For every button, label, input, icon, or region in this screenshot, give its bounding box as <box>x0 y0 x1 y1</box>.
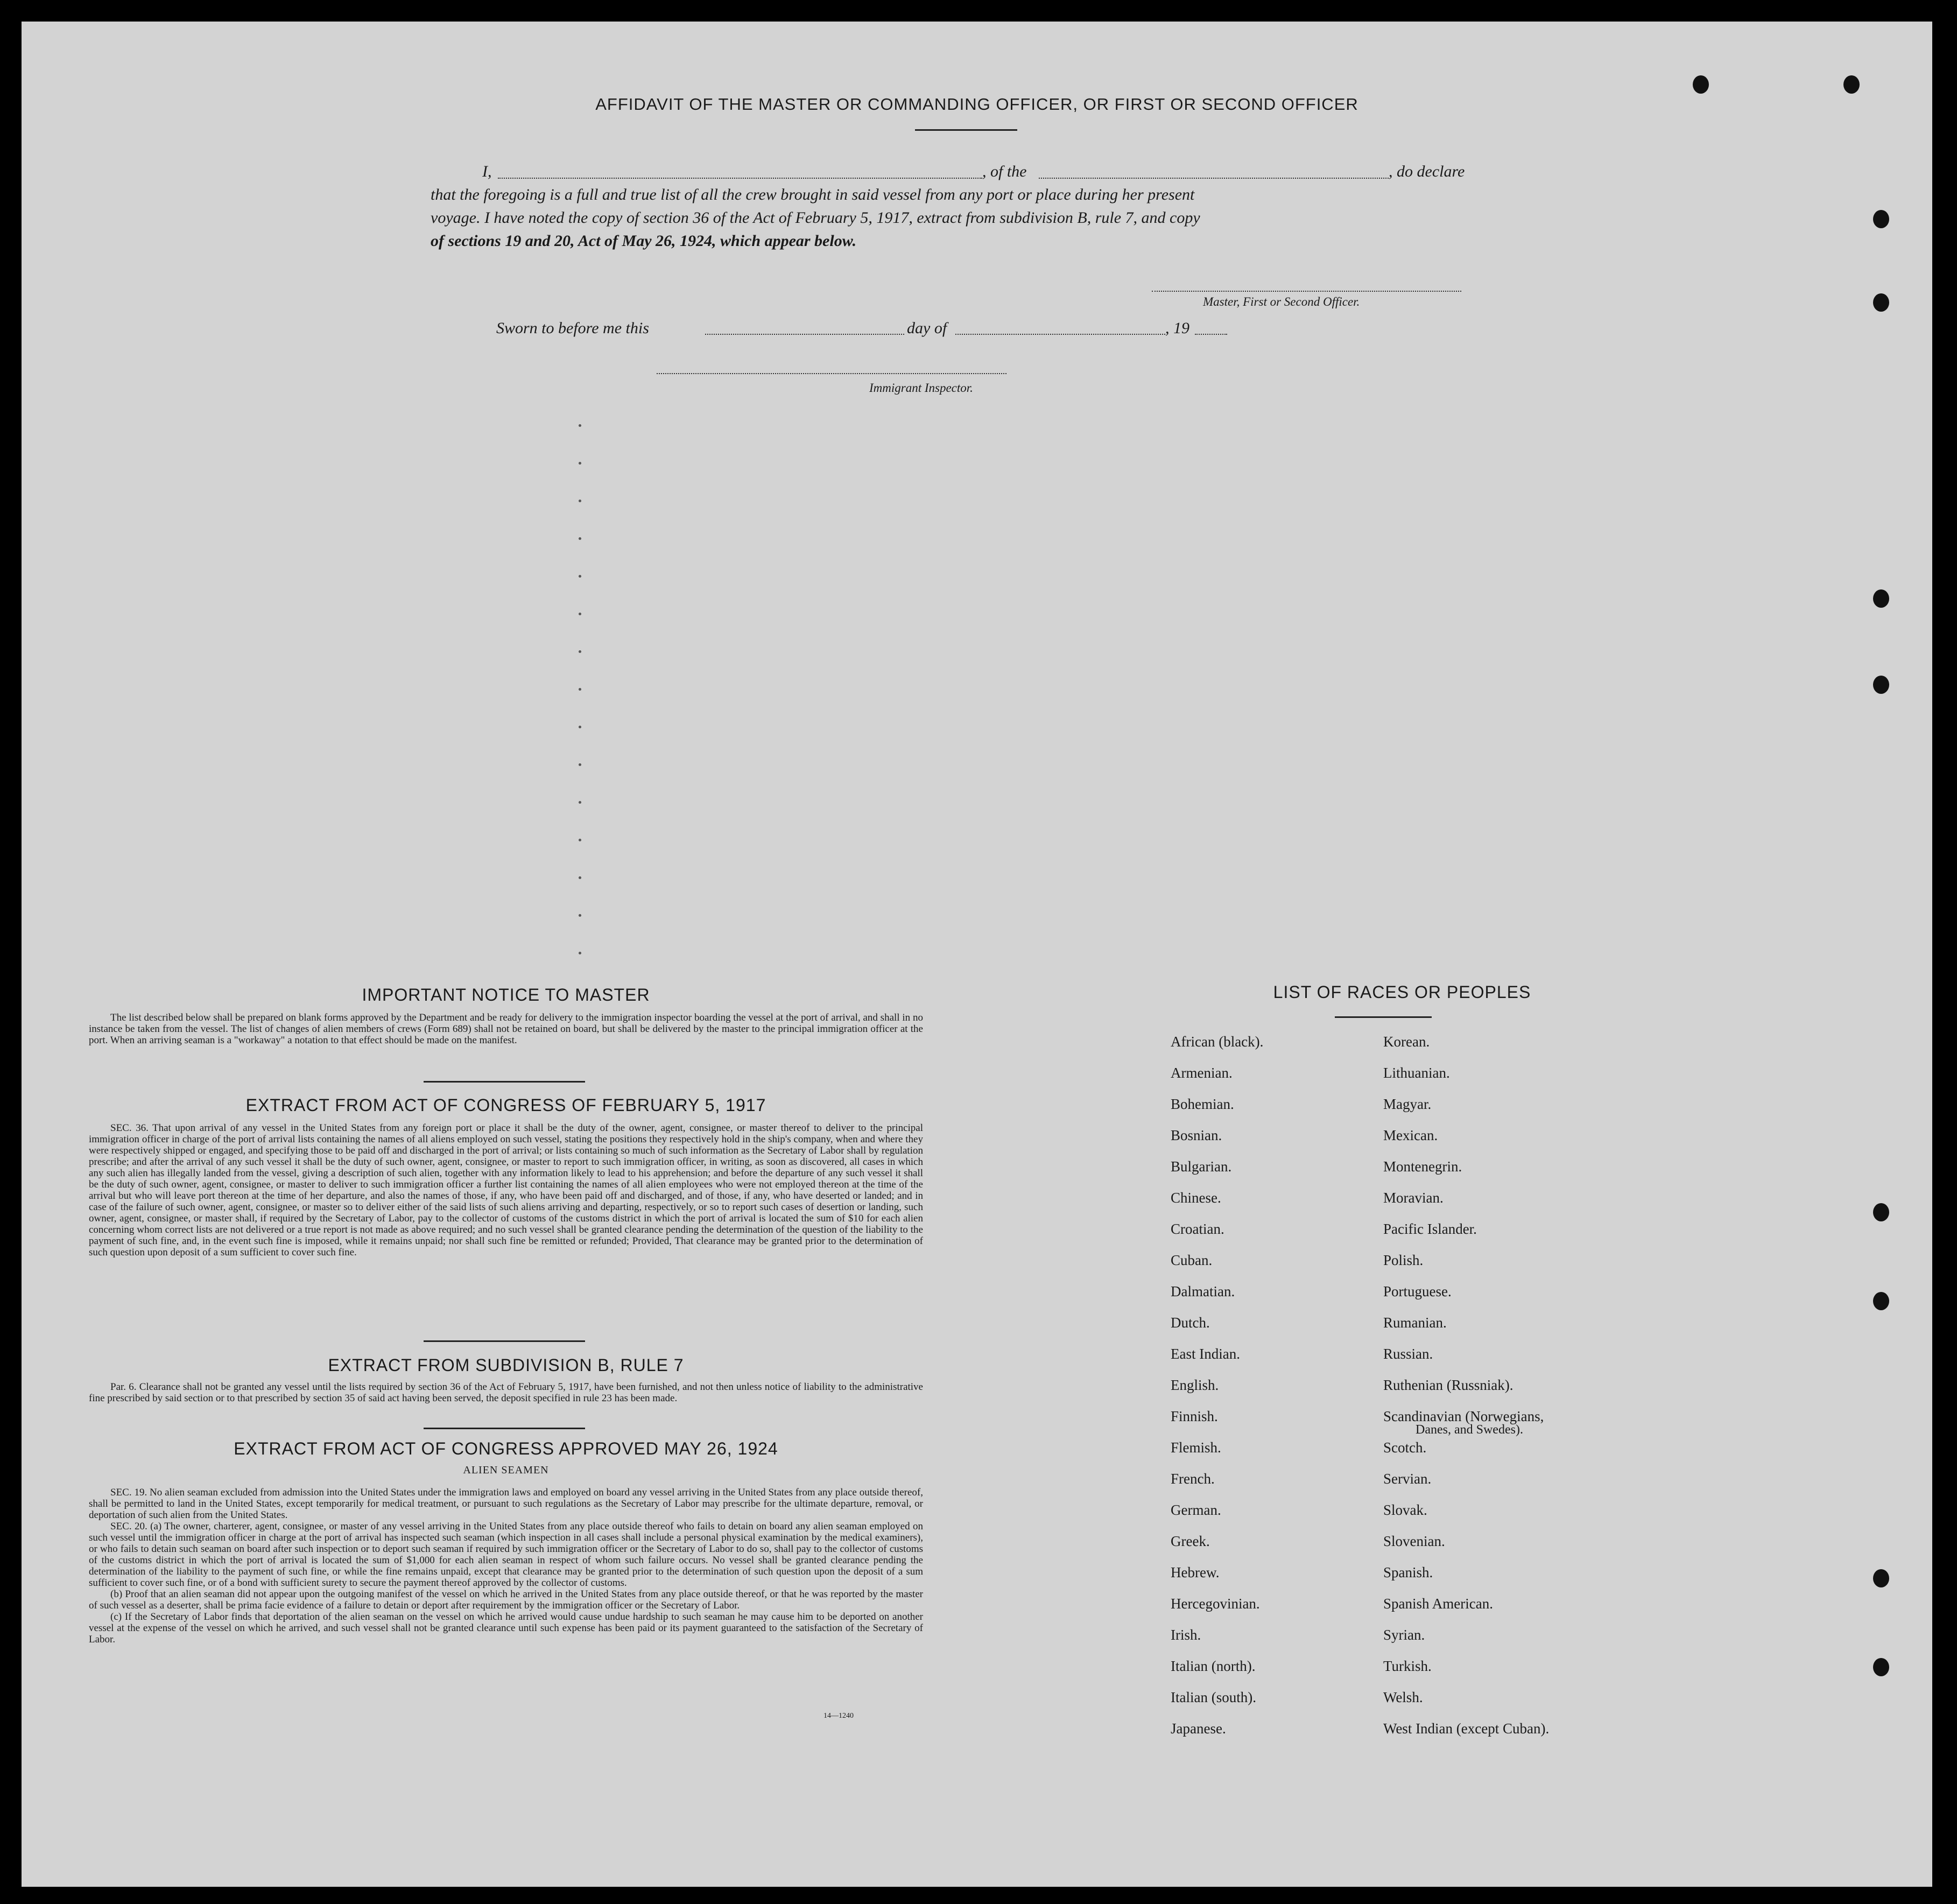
column-dot <box>579 876 581 879</box>
sworn-month-blank[interactable] <box>955 334 1165 335</box>
column-dot <box>579 650 581 653</box>
column-dot <box>579 726 581 728</box>
race-item: Russian. <box>1383 1346 1433 1362</box>
notice-text: The list described below shall be prepared on blank forms approved by the Department and be ready for delivery to the immigration inspector boarding the vessel at the port of arrival, and shall in no instance be taken from the vessel. The list of changes of alien members of crews (Form 689) shall not be retained on board, but shall be delivered by the master to the principal immigration officer at the port. When an arriving seaman is a "workaway" a notation to that effect should be made on the manifest. <box>89 1012 923 1046</box>
punch-hole <box>1873 1569 1889 1587</box>
race-item: Italian (south). <box>1171 1689 1256 1705</box>
races-divider <box>1335 1016 1432 1018</box>
race-item: African (black). <box>1171 1034 1264 1050</box>
sec-20b-text: (b) Proof that an alien seaman did not appear upon the outgoing manifest of the vessel on which he arrived in the United States from any place outside thereof, or that he was reported by the master of such vessel as a deserter, shall be prima facie evidence of a failure to detain or deport after requirement by the immigration officer or the Secretary of Labor. <box>89 1589 923 1611</box>
vessel-blank[interactable] <box>1039 178 1389 179</box>
race-item: Korean. <box>1383 1034 1430 1050</box>
race-item: Bosnian. <box>1171 1127 1222 1143</box>
race-item: Magyar. <box>1383 1096 1432 1112</box>
race-item: Pacific Islander. <box>1383 1221 1477 1237</box>
column-dot <box>579 688 581 691</box>
race-item: Irish. <box>1171 1627 1201 1643</box>
column-dot <box>579 914 581 917</box>
name-blank[interactable] <box>498 178 982 179</box>
extract-1924-subtitle: ALIEN SEAMEN <box>463 1464 549 1476</box>
extract-1924-title: EXTRACT FROM ACT OF CONGRESS APPROVED MAY 26, 1924 <box>234 1439 778 1458</box>
sworn-year-prefix: , 19 <box>1165 319 1189 337</box>
race-item: Portuguese. <box>1383 1283 1452 1299</box>
column-dot <box>579 763 581 766</box>
race-item: Lithuanian. <box>1383 1065 1450 1081</box>
race-item: Italian (north). <box>1171 1658 1256 1674</box>
section-divider <box>424 1428 585 1429</box>
column-dot <box>579 575 581 578</box>
race-item: Cuban. <box>1171 1252 1213 1268</box>
race-item: Ruthenian (Russniak). <box>1383 1377 1513 1393</box>
extract-1917-title: EXTRACT FROM ACT OF CONGRESS OF FEBRUARY 5, 1917 <box>245 1095 766 1115</box>
notice-title: IMPORTANT NOTICE TO MASTER <box>362 985 650 1004</box>
master-signature-line[interactable] <box>1152 291 1461 292</box>
column-dot <box>579 500 581 502</box>
sworn-day-blank[interactable] <box>705 334 904 335</box>
section-divider <box>424 1340 585 1342</box>
form-number: 14—1240 <box>823 1712 854 1720</box>
race-item: German. <box>1171 1502 1221 1518</box>
race-item: Polish. <box>1383 1252 1424 1268</box>
punch-hole <box>1873 1292 1889 1310</box>
affidavit-i: I, <box>482 163 492 180</box>
race-item: Japanese. <box>1171 1720 1226 1737</box>
race-item: Hebrew. <box>1171 1564 1220 1580</box>
race-item: Flemish. <box>1171 1439 1221 1456</box>
sec-20a-text: SEC. 20. (a) The owner, charterer, agent, consignee, or master of any vessel arriving in the United States from any place outside thereof who fails to detain on board any alien seaman employed on such vessel until the immigration officer in charge at the port of arrival has inspected such seaman (which inspection in all cases shall include a personal physical examination by the medical examiners), or who fails to detain such seaman on board after such inspection or to deport such seaman if required by such immigration officer or the Secretary of Labor to do so, shall pay to the collector of customs of the customs district in which the port of arrival is located the sum of $1,000 for each alien seaman in respect of whom such failure occurs. No vessel shall be granted clearance pending the determination of the liability to the payment of such fine, or while the fine remains unpaid, except that clearance may be granted prior to the determination of such question upon the deposit of a sum sufficient to cover such fine, or of a bond with sufficient surety to secure the payment thereof approved by the collector of customs. <box>89 1521 923 1589</box>
race-item: Rumanian. <box>1383 1315 1447 1331</box>
affidavit-do-declare: , do declare <box>1389 163 1465 180</box>
punch-hole <box>1873 589 1889 608</box>
column-dot <box>579 839 581 841</box>
affidavit-title: AFFIDAVIT OF THE MASTER OR COMMANDING OFFICER, OR FIRST OR SECOND OFFICER <box>595 95 1358 114</box>
race-item: Dalmatian. <box>1171 1283 1235 1299</box>
punch-hole <box>1843 75 1860 94</box>
extract-rule7-title: EXTRACT FROM SUBDIVISION B, RULE 7 <box>328 1355 684 1375</box>
punch-hole <box>1873 1203 1889 1221</box>
title-divider <box>915 129 1017 131</box>
race-item: Mexican. <box>1383 1127 1438 1143</box>
race-item: Bulgarian. <box>1171 1158 1232 1175</box>
race-item: Chinese. <box>1171 1190 1221 1206</box>
race-item: Turkish. <box>1383 1658 1432 1674</box>
race-item: Syrian. <box>1383 1627 1425 1643</box>
master-signature-label: Master, First or Second Officer. <box>1203 295 1360 308</box>
race-item: Spanish. <box>1383 1564 1433 1580</box>
race-item: Slovenian. <box>1383 1533 1445 1549</box>
race-item: Bohemian. <box>1171 1096 1234 1112</box>
race-item: Armenian. <box>1171 1065 1233 1081</box>
extract-1924-body <box>89 1487 923 1645</box>
race-item: Scandinavian (Norwegians, <box>1383 1408 1544 1424</box>
punch-hole <box>1693 75 1709 94</box>
section-divider <box>424 1081 585 1083</box>
punch-hole <box>1873 210 1889 228</box>
punch-hole <box>1873 1658 1889 1676</box>
affidavit-line-3: voyage. I have noted the copy of section 36 of the Act of February 5, 1917, extract from subdivision B, rule 7, and copy <box>431 209 1200 227</box>
race-item: Montenegrin. <box>1383 1158 1462 1175</box>
inspector-label: Immigrant Inspector. <box>869 381 973 395</box>
extract-1917-text: SEC. 36. That upon arrival of any vessel in the United States from any foreign port or place it shall be the duty of the owner, agent, consignee, or master thereof to deliver to the principal immigration officer in charge of the port of arrival lists containing the names of all aliens employed on such vessel, stating the positions they respectively hold in the ship's company, when and where they were respectively shipped or engaged, and specifying those to be paid off and discharged in the port of arrival; or lists containing so much of such information as the Secretary of Labor shall by regulation prescribe; and after the arrival of any such vessel it shall be the duty of such owner, agent, consignee, or master to report to such immigration officer, in writing, as soon as discovered, all cases in which any such alien has illegally landed from the vessel, giving a description of such alien, together with any information likely to lead to his apprehension; and before the departure of any such vessel it shall be the duty of such owner, agent, consignee, or master to deliver to such immigration officer a further list containing the names of all alien employees who were not employed thereon at the time of the arrival but who will leave port thereon at the time of her departure, and also the names of those, if any, who have been paid off and discharged, and of those, if any, who have deserted or landed; and in case of the failure of such owner, agent, consignee, or master so to deliver either of the said lists of such aliens arriving and departing, respectively, or so to report such cases of desertion or landing, such owner, agent, consignee, or master shall, if required by the Secretary of Labor, pay to the collector of customs of the customs district in which the port of arrival is located the sum of $10 for each alien concerning whom correct lists are not delivered or a true report is not made as above required; and no such vessel shall be granted clearance pending the determination of the question of the liability to the payment of such fine, and, in the event such fine is imposed, while it remains unpaid; nor shall such fine be remitted or refunded; Provided, That clearance may be granted prior to the determination of such question upon deposit of a sum sufficient to cover such fine. <box>89 1122 923 1258</box>
column-dot <box>579 952 581 954</box>
column-dot <box>579 801 581 804</box>
race-item: West Indian (except Cuban). <box>1383 1720 1550 1737</box>
punch-hole <box>1873 676 1889 694</box>
affidavit-line-4: of sections 19 and 20, Act of May 26, 1924, which appear below. <box>431 232 857 250</box>
race-item: Scotch. <box>1383 1439 1427 1456</box>
column-dot <box>579 613 581 615</box>
sworn-day-of: day of <box>907 319 947 337</box>
race-item: Dutch. <box>1171 1315 1210 1331</box>
race-item: East Indian. <box>1171 1346 1240 1362</box>
column-dot <box>579 537 581 540</box>
punch-hole <box>1873 293 1889 312</box>
races-title: LIST OF RACES OR PEOPLES <box>1273 982 1531 1002</box>
race-item-continuation: Danes, and Swedes). <box>1416 1423 1523 1437</box>
document-sheet <box>22 22 1932 1887</box>
inspector-signature-line[interactable] <box>657 373 1006 374</box>
race-item: Greek. <box>1171 1533 1210 1549</box>
race-item: Croatian. <box>1171 1221 1224 1237</box>
race-item: English. <box>1171 1377 1219 1393</box>
race-item: French. <box>1171 1471 1215 1487</box>
affidavit-line-2: that the foregoing is a full and true list of all the crew brought in said vessel from any port or place during her present <box>431 186 1195 203</box>
sworn-year-blank[interactable] <box>1195 334 1227 335</box>
race-item: Welsh. <box>1383 1689 1423 1705</box>
race-item: Finnish. <box>1171 1408 1218 1424</box>
race-item: Slovak. <box>1383 1502 1427 1518</box>
affidavit-of-the: , of the <box>982 163 1027 180</box>
race-item: Servian. <box>1383 1471 1432 1487</box>
sworn-prefix: Sworn to before me this <box>496 319 649 337</box>
sec-19-text: SEC. 19. No alien seaman excluded from admission into the United States under the immigration laws and employed on board any vessel arriving in the United States from any place outside thereof, shall be permitted to land in the United States, except temporarily for medical treatment, or pursuant to such regulations as the Secretary of Labor may prescribe for the ultimate departure, removal, or deportation of such alien from the United States. <box>89 1487 923 1521</box>
extract-rule7-text: Par. 6. Clearance shall not be granted any vessel until the lists required by section 36 of the Act of February 5, 1917, have been furnished, and not then unless notice of liability to the administrative fine prescribed by said section or to that prescribed by section 35 of said act having been served, the deposit specified in rule 23 has been made. <box>89 1381 923 1404</box>
race-item: Spanish American. <box>1383 1596 1493 1612</box>
race-item: Moravian. <box>1383 1190 1444 1206</box>
column-dot <box>579 424 581 427</box>
sec-20c-text: (c) If the Secretary of Labor finds that deportation of the alien seaman on the vessel on which he arrived would cause undue hardship to such seaman he may cause him to be deported on another vessel at the expense of the vessel on which he arrived, and such vessel shall not be granted clearance until such expense has been paid or its payment guaranteed to the satisfaction of the Secretary of Labor. <box>89 1611 923 1645</box>
race-item: Hercegovinian. <box>1171 1596 1260 1612</box>
column-dot <box>579 462 581 465</box>
